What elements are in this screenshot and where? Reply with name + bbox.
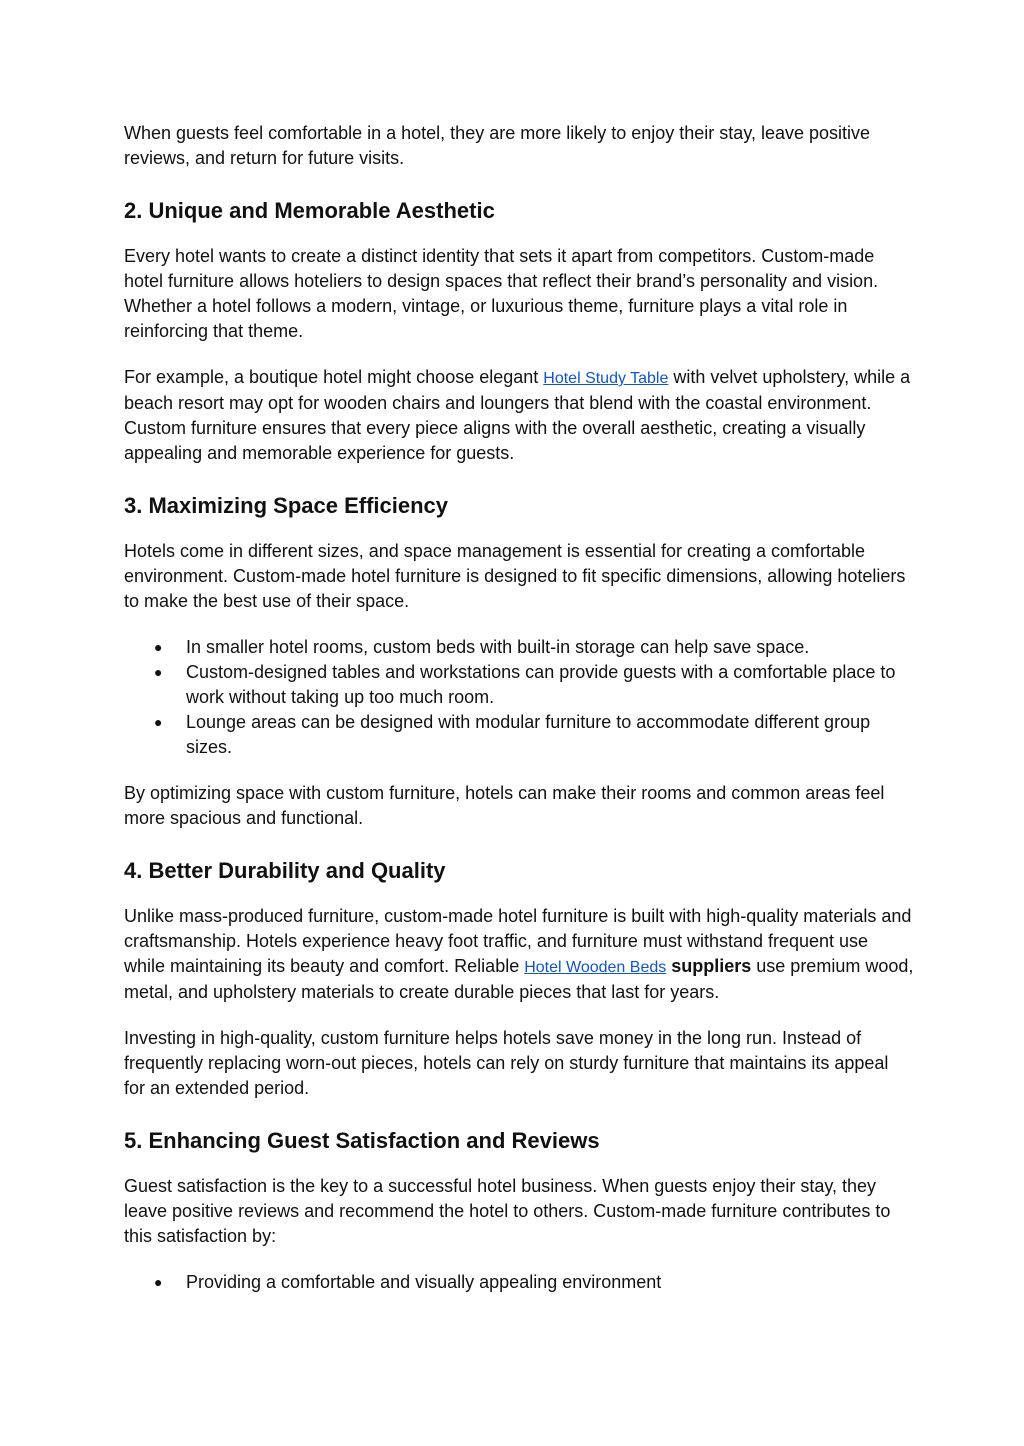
section-2-paragraph-1: Every hotel wants to create a distinct identity that sets it apart from competitors. Custom-made hotel furniture allows hoteliers to design spaces that reflect their brand’s personality and vision. Whether a hotel follows a modern, vintage, or luxurious theme, furniture plays a vital role in reinforcing that theme. [124,246,879,341]
document-page [124,121,914,1295]
section-3-bullet-list [124,635,914,760]
hotel-wooden-beds-link[interactable]: Hotel Wooden Beds [524,959,667,976]
section-4-paragraph-2: Investing in high-quality, custom furniture helps hotels save money in the long run. Instead of frequently replacing worn-out pieces, hotels can rely on sturdy furniture that maintains its appeal for an extended period. [124,1028,889,1098]
section-2-paragraph-2 [124,365,914,466]
section-4-paragraph-1 [124,904,914,1005]
section-3-paragraph-2: By optimizing space with custom furniture, hotels can make their rooms and common areas feel more spacious and functional. [124,783,885,828]
list-item [124,1270,914,1295]
list-item [124,710,914,760]
list-item-text: Custom-designed tables and workstations can provide guests with a comfortable place to work without taking up too much room. [186,662,896,707]
section-5-bullet-list [124,1270,914,1295]
section-5-heading: 5. Enhancing Guest Satisfaction and Reviews [124,1128,600,1153]
list-item-text: Providing a comfortable and visually appealing environment [186,1272,662,1292]
bullet-icon: ● [154,639,163,655]
list-item [124,635,914,660]
section-3-paragraph-1: Hotels come in different sizes, and space management is essential for creating a comfortable environment. Custom-made hotel furniture is designed to fit specific dimensions, allowing hoteliers to make the best use of their space. [124,541,906,611]
bullet-icon: ● [154,1274,163,1290]
hotel-study-table-link[interactable]: Hotel Study Table [543,370,669,387]
suppliers-bold-text: suppliers [671,956,752,976]
bullet-icon: ● [154,714,163,730]
section-3-heading: 3. Maximizing Space Efficiency [124,493,449,518]
section-2-paragraph-2-start: For example, a boutique hotel might choose elegant [124,367,544,387]
intro-paragraph: When guests feel comfortable in a hotel, they are more likely to enjoy their stay, leave positive reviews, and return for future visits. [124,123,871,168]
list-item-text: In smaller hotel rooms, custom beds with built-in storage can help save space. [186,637,810,657]
bullet-icon: ● [154,664,163,680]
section-4-heading: 4. Better Durability and Quality [124,858,446,883]
list-item [124,660,914,710]
section-5-paragraph-1: Guest satisfaction is the key to a successful hotel business. When guests enjoy their stay, they leave positive reviews and recommend the hotel to others. Custom-made furniture contributes to this satisfaction by: [124,1176,891,1246]
section-2-heading: 2. Unique and Memorable Aesthetic [124,198,495,223]
list-item-text: Lounge areas can be designed with modular furniture to accommodate different group sizes. [186,712,871,757]
section-4-paragraph-1-end: use premium wood, metal, and upholstery materials to create durable pieces that last for years. [124,956,914,1002]
section-2-paragraph-2-end: with velvet upholstery, while a beach resort may opt for wooden chairs and loungers that blend with the coastal environment. Custom furniture ensures that every piece aligns with the overall aesthetic, creating a visually appealing and memorable experience for guests. [124,367,911,463]
section-4-paragraph-1-start: Unlike mass-produced furniture, custom-made hotel furniture is built with high-quality materials and craftsmanship. Hotels experience heavy foot traffic, and furniture must withstand frequent use while maintaining its beauty and comfort. Reliable [124,906,912,976]
